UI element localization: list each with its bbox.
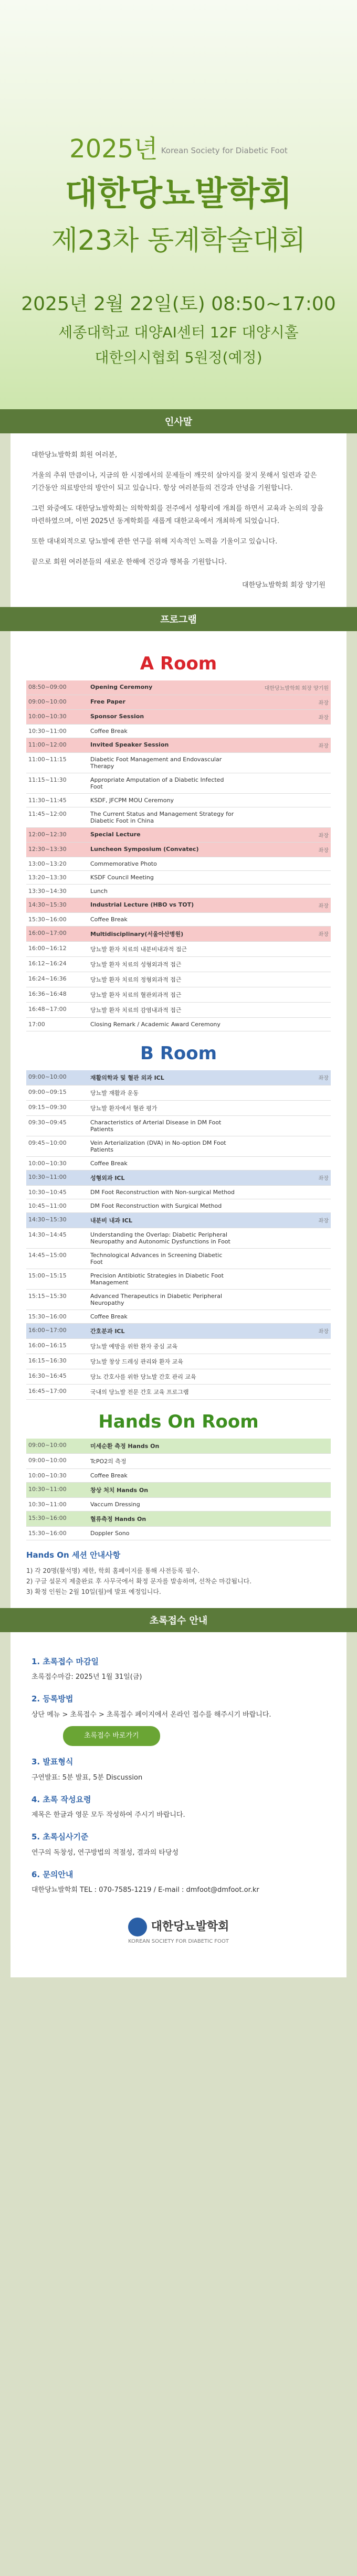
schedule-cell-r: 좌장 bbox=[237, 1070, 331, 1085]
schedule-cell-t: 09:00~10:00 bbox=[26, 1454, 88, 1469]
schedule-cell-c: Diabetic Foot Management and Endovascular Therapy bbox=[88, 753, 237, 773]
schedule-cell-r: 좌장 bbox=[237, 695, 331, 710]
schedule-cell-c: Coffee Break bbox=[88, 1157, 237, 1170]
schedule-cell-r bbox=[237, 1469, 331, 1483]
schedule-cell-r bbox=[237, 1269, 331, 1290]
schedule-row bbox=[26, 807, 331, 828]
schedule-cell-t: 10:00~10:30 bbox=[26, 1469, 88, 1483]
schedule-row bbox=[26, 987, 331, 1003]
schedule-cell-c: 당뇨발 환자에서 혈관 평가 bbox=[88, 1101, 237, 1116]
abstract-heading: 1. 초록접수 마감일 bbox=[32, 1656, 99, 1666]
schedule-row bbox=[26, 1199, 331, 1213]
hero-banner bbox=[0, 0, 357, 409]
schedule-cell-c: Free Paper bbox=[88, 695, 237, 710]
schedule-cell-r bbox=[237, 1018, 331, 1031]
schedule-cell-r bbox=[237, 1385, 331, 1400]
schedule-cell-t: 10:30~11:00 bbox=[26, 1483, 88, 1498]
hero-date: 2025년 2월 22일(토) 08:50~17:00 bbox=[21, 293, 336, 315]
schedule-row bbox=[26, 710, 331, 725]
schedule-row bbox=[26, 1310, 331, 1324]
schedule-row bbox=[26, 738, 331, 753]
schedule-cell-t: 15:00~15:15 bbox=[26, 1269, 88, 1290]
schedule-cell-r bbox=[237, 1498, 331, 1511]
schedule-row bbox=[26, 1269, 331, 1290]
schedule-cell-t: 16:12~16:24 bbox=[26, 957, 88, 972]
hero-year bbox=[0, 0, 357, 162]
schedule-row bbox=[26, 1354, 331, 1369]
schedule-row bbox=[26, 680, 331, 695]
schedule-cell-r: 좌장 bbox=[237, 1324, 331, 1339]
schedule-cell-r bbox=[237, 972, 331, 987]
schedule-cell-t: 17:00 bbox=[26, 1018, 88, 1031]
schedule-cell-r bbox=[237, 753, 331, 773]
schedule-cell-t: 09:45~10:00 bbox=[26, 1136, 88, 1157]
abstract-heading: 4. 초록 작성요령 bbox=[32, 1794, 91, 1804]
greeting-para: 겨울의 추위 만큼이나, 지금의 한 시점에서의 문제들이 깨끗히 살아지를 찾지 못해서 일련과 같은 기간동안 의료방안의 방안이 되고 있습니다. 항상 여러분들의 건강과 안녕을 기원합니다. bbox=[32, 472, 317, 492]
schedule-cell-t: 11:15~11:30 bbox=[26, 773, 88, 794]
schedule-cell-t: 14:30~14:45 bbox=[26, 1228, 88, 1249]
schedule-row bbox=[26, 753, 331, 773]
schedule-cell-c: Multidisciplinary(서울아산병원) bbox=[88, 927, 237, 942]
abstract-heading: 2. 등록방법 bbox=[32, 1694, 74, 1704]
schedule-cell-r bbox=[237, 1085, 331, 1101]
schedule-cell-t: 16:15~16:30 bbox=[26, 1354, 88, 1369]
schedule-cell-r bbox=[237, 871, 331, 885]
schedule-row bbox=[26, 1213, 331, 1228]
schedule-cell-r bbox=[237, 725, 331, 738]
schedule-cell-r bbox=[237, 1116, 331, 1136]
schedule-cell-c: Coffee Break bbox=[88, 913, 237, 927]
schedule-row bbox=[26, 957, 331, 972]
schedule-row bbox=[26, 828, 331, 843]
schedule-cell-t: 14:30~15:30 bbox=[26, 1213, 88, 1228]
schedule-row bbox=[26, 942, 331, 957]
schedule-cell-r bbox=[237, 942, 331, 957]
notes-item: 3) 확정 인원는 2월 10일(월)에 발표 예정입니다. bbox=[26, 1588, 161, 1596]
abstract-text: 연구의 독창성, 연구방법의 적절성, 결과의 타당성 bbox=[32, 1848, 179, 1857]
abstract-text: 상단 메뉴 > 초록접수 > 초록접수 페이지에서 온라인 접수를 해주시기 바랍니다. bbox=[32, 1710, 271, 1719]
schedule-cell-c: Precision Antibiotic Strategies in Diabetic Foot Management bbox=[88, 1269, 237, 1290]
schedule-cell-t: 15:30~16:00 bbox=[26, 1511, 88, 1527]
notes-title: Hands On 세션 안내사항 bbox=[26, 1550, 121, 1560]
schedule-cell-t: 10:30~11:00 bbox=[26, 1498, 88, 1511]
schedule-cell-c: Technological Advances in Screening Diabetic Foot bbox=[88, 1249, 237, 1269]
schedule-cell-r: 좌장 bbox=[237, 898, 331, 913]
schedule-cell-t: 12:00~12:30 bbox=[26, 828, 88, 843]
abstract-band: 초록접수 안내 bbox=[0, 1608, 357, 1632]
schedule-cell-r bbox=[237, 1454, 331, 1469]
notes-item: 2) 구글 설문지 제출완료 후 사무국에서 확정 문자를 발송하며, 선착순 마감됩니다. bbox=[26, 1578, 252, 1585]
schedule-cell-r bbox=[237, 1369, 331, 1385]
schedule-cell-r: 좌장 bbox=[237, 710, 331, 725]
schedule-cell-c: 당뇨발 재활과 운동 bbox=[88, 1085, 237, 1101]
schedule-row bbox=[26, 972, 331, 987]
schedule-row bbox=[26, 1324, 331, 1339]
greeting-para: 끝으로 회원 여러분들의 새로운 한해에 건강과 행복을 기원합니다. bbox=[32, 558, 227, 567]
greeting-band: 인사말 bbox=[0, 409, 357, 433]
schedule-cell-t: 16:00~17:00 bbox=[26, 1324, 88, 1339]
schedule-cell-r bbox=[237, 1439, 331, 1454]
schedule-row bbox=[26, 885, 331, 898]
schedule-cell-r bbox=[237, 807, 331, 828]
schedule-cell-r bbox=[237, 1228, 331, 1249]
schedule-row bbox=[26, 1003, 331, 1018]
schedule-cell-c: Closing Remark / Academic Award Ceremony bbox=[88, 1018, 237, 1031]
hero-room: 대한의시협회 5원정(예정) bbox=[94, 349, 262, 366]
schedule-cell-r bbox=[237, 857, 331, 871]
schedule-cell-r bbox=[237, 1483, 331, 1498]
schedule-cell-c: Appropriate Amputation of a Diabetic Infected Foot bbox=[88, 773, 237, 794]
schedule-cell-t: 12:30~13:30 bbox=[26, 843, 88, 857]
abstract-text: 구연발표: 5분 발표, 5분 Discussion bbox=[32, 1773, 143, 1782]
schedule-cell-c: 성형외과 ICL bbox=[88, 1170, 237, 1186]
schedule-cell-c: Coffee Break bbox=[88, 1310, 237, 1324]
schedule-cell-r bbox=[237, 1527, 331, 1540]
schedule-cell-r bbox=[237, 987, 331, 1003]
schedule-cell-r: 좌장 bbox=[237, 1213, 331, 1228]
schedule-cell-t: 15:30~16:00 bbox=[26, 1527, 88, 1540]
schedule-cell-t: 15:30~16:00 bbox=[26, 1310, 88, 1324]
schedule-cell-t: 09:00~09:15 bbox=[26, 1085, 88, 1101]
schedule-cell-c: Luncheon Symposium (Convatec) bbox=[88, 843, 237, 857]
schedule-cell-c: 국내의 당뇨발 전문 간호 교육 프로그램 bbox=[88, 1385, 237, 1400]
schedule-cell-t: 09:00~10:00 bbox=[26, 1439, 88, 1454]
b-room-title: B Room bbox=[140, 1043, 217, 1065]
schedule-cell-c: Advanced Therapeutics in Diabetic Peripheral Neuropathy bbox=[88, 1290, 237, 1310]
schedule-cell-r: 대한당뇨발학회 회장 양기원 bbox=[237, 680, 331, 695]
schedule-cell-c: 당뇨발 예방을 위한 환자 중심 교육 bbox=[88, 1339, 237, 1354]
schedule-cell-r bbox=[237, 773, 331, 794]
schedule-row bbox=[26, 843, 331, 857]
society-logo bbox=[32, 1917, 326, 1945]
schedule-row bbox=[26, 1511, 331, 1527]
schedule-cell-t: 13:20~13:30 bbox=[26, 871, 88, 885]
schedule-cell-r bbox=[237, 1249, 331, 1269]
schedule-cell-c: Commemorative Photo bbox=[88, 857, 237, 871]
schedule-cell-c: 창상 처치 Hands On bbox=[88, 1483, 237, 1498]
schedule-cell-t: 13:00~13:20 bbox=[26, 857, 88, 871]
logo-text-en: KOREAN SOCIETY FOR DIABETIC FOOT bbox=[128, 1938, 229, 1944]
schedule-cell-r bbox=[237, 1354, 331, 1369]
schedule-cell-c: Vein Arterialization (DVA) in No-option DM Foot Patients bbox=[88, 1136, 237, 1157]
schedule-cell-c: The Current Status and Management Strategy for Diabetic Foot in China bbox=[88, 807, 237, 828]
schedule-cell-t: 10:45~11:00 bbox=[26, 1199, 88, 1213]
schedule-cell-r: 좌장 bbox=[237, 738, 331, 753]
schedule-cell-r bbox=[237, 1101, 331, 1116]
greeting-para: 대한당뇨발학회 회원 여러분, bbox=[32, 451, 118, 459]
schedule-row bbox=[26, 1483, 331, 1498]
schedule-cell-r bbox=[237, 957, 331, 972]
schedule-row bbox=[26, 794, 331, 807]
schedule-row bbox=[26, 725, 331, 738]
schedule-cell-c: 혈류측정 Hands On bbox=[88, 1511, 237, 1527]
schedule-cell-c: Characteristics of Arterial Disease in DM Foot Patients bbox=[88, 1116, 237, 1136]
schedule-cell-c: Doppler Sono bbox=[88, 1527, 237, 1540]
schedule-cell-t: 16:00~16:12 bbox=[26, 942, 88, 957]
schedule-row bbox=[26, 1369, 331, 1385]
schedule-cell-c: KSDF, JFCPM MOU Ceremony bbox=[88, 794, 237, 807]
hero-society: Korean Society for Diabetic Foot bbox=[161, 145, 288, 155]
schedule-cell-r bbox=[237, 1290, 331, 1310]
abstract-text: 제목은 한글과 영문 모두 작성하여 주시기 바랍니다. bbox=[32, 1811, 185, 1819]
schedule-cell-r: 좌장 bbox=[237, 1170, 331, 1186]
hands-on-notes bbox=[26, 1549, 331, 1598]
b-room-table bbox=[26, 1070, 331, 1400]
program-section bbox=[10, 631, 346, 1608]
schedule-row bbox=[26, 1249, 331, 1269]
abstract-section bbox=[10, 1632, 346, 1977]
schedule-cell-t: 09:00~10:00 bbox=[26, 1070, 88, 1085]
schedule-row bbox=[26, 1228, 331, 1249]
schedule-cell-t: 14:45~15:00 bbox=[26, 1249, 88, 1269]
schedule-row bbox=[26, 1018, 331, 1031]
schedule-row bbox=[26, 857, 331, 871]
hero-subtitle: 제23차 동계학술대회 bbox=[51, 225, 306, 257]
a-room-table bbox=[26, 680, 331, 1031]
hero-year-text: 2025년 bbox=[69, 134, 158, 164]
schedule-row bbox=[26, 1454, 331, 1469]
schedule-cell-t: 11:00~12:00 bbox=[26, 738, 88, 753]
schedule-cell-c: 당뇨발 환자 치료의 혈관외과적 접근 bbox=[88, 987, 237, 1003]
schedule-cell-t: 16:00~16:15 bbox=[26, 1339, 88, 1354]
schedule-row bbox=[26, 773, 331, 794]
abstract-text: 초록접수마감: 2025년 1월 31일(금) bbox=[32, 1673, 142, 1681]
schedule-cell-r bbox=[237, 1003, 331, 1018]
schedule-cell-t: 15:30~16:00 bbox=[26, 913, 88, 927]
schedule-cell-c: DM Foot Reconstruction with Non-surgical Method bbox=[88, 1186, 237, 1199]
schedule-cell-c: 당뇨발 환자 치료의 성형외과적 접근 bbox=[88, 957, 237, 972]
schedule-cell-r: 좌장 bbox=[237, 843, 331, 857]
schedule-cell-c: 당뇨발 창상 드레싱 관리와 환자 교육 bbox=[88, 1354, 237, 1369]
schedule-row bbox=[26, 1339, 331, 1354]
schedule-cell-t: 10:30~10:45 bbox=[26, 1186, 88, 1199]
schedule-cell-t: 09:00~10:00 bbox=[26, 695, 88, 710]
schedule-row bbox=[26, 1157, 331, 1170]
schedule-row bbox=[26, 1290, 331, 1310]
program-band: 프로그램 bbox=[0, 607, 357, 631]
schedule-cell-c: 당뇨발 환자 치료의 정형외과적 접근 bbox=[88, 972, 237, 987]
hands-on-title: Hands On Room bbox=[98, 1411, 259, 1433]
schedule-cell-r bbox=[237, 1186, 331, 1199]
schedule-row bbox=[26, 898, 331, 913]
schedule-cell-r bbox=[237, 794, 331, 807]
schedule-cell-c: Vaccum Dressing bbox=[88, 1498, 237, 1511]
schedule-row bbox=[26, 1527, 331, 1540]
schedule-cell-c: 미세순환 측정 Hands On bbox=[88, 1439, 237, 1454]
schedule-cell-c: 당뇨 간호사를 위한 당뇨발 간호 관리 교육 bbox=[88, 1369, 237, 1385]
schedule-cell-c: Understanding the Overlap: Diabetic Peripheral Neuropathy and Autonomic Dysfunctions in Foot bbox=[88, 1228, 237, 1249]
schedule-cell-t: 16:00~17:00 bbox=[26, 927, 88, 942]
schedule-cell-t: 16:45~17:00 bbox=[26, 1385, 88, 1400]
schedule-cell-c: DM Foot Reconstruction with Surgical Method bbox=[88, 1199, 237, 1213]
schedule-cell-r bbox=[237, 1310, 331, 1324]
hands-on-table bbox=[26, 1439, 331, 1540]
greeting-section bbox=[10, 433, 346, 607]
schedule-row bbox=[26, 913, 331, 927]
schedule-cell-c: 내분비 내과 ICL bbox=[88, 1213, 237, 1228]
schedule-cell-t: 11:45~12:00 bbox=[26, 807, 88, 828]
schedule-cell-t: 15:15~15:30 bbox=[26, 1290, 88, 1310]
schedule-cell-r bbox=[237, 913, 331, 927]
schedule-cell-c: KSDF Council Meeting bbox=[88, 871, 237, 885]
schedule-cell-t: 10:00~10:30 bbox=[26, 710, 88, 725]
logo-icon bbox=[128, 1918, 147, 1936]
schedule-cell-r bbox=[237, 1157, 331, 1170]
schedule-row bbox=[26, 871, 331, 885]
schedule-cell-t: 16:30~16:45 bbox=[26, 1369, 88, 1385]
schedule-cell-c: Lunch bbox=[88, 885, 237, 898]
schedule-cell-r bbox=[237, 1136, 331, 1157]
schedule-cell-r: 좌장 bbox=[237, 927, 331, 942]
greeting-signature: 대한당뇨발학회 회장 양기원 bbox=[242, 581, 326, 589]
greeting-para: 또한 대내외적으로 당뇨발에 관한 연구를 위해 지속적인 노력을 기울이고 있습니다. bbox=[32, 537, 278, 546]
schedule-cell-t: 13:30~14:30 bbox=[26, 885, 88, 898]
schedule-row bbox=[26, 1136, 331, 1157]
schedule-row bbox=[26, 927, 331, 942]
schedule-row bbox=[26, 1385, 331, 1400]
schedule-cell-c: 간호분과 ICL bbox=[88, 1324, 237, 1339]
schedule-cell-t: 11:00~11:15 bbox=[26, 753, 88, 773]
logo-text: 대한당뇨발학회 bbox=[151, 1920, 229, 1934]
hero-title: 대한당뇨발학회 bbox=[65, 175, 292, 214]
schedule-row bbox=[26, 1186, 331, 1199]
schedule-cell-c: TcPO2의 측정 bbox=[88, 1454, 237, 1469]
abstract-submit-button[interactable]: 초록접수 바로가기 bbox=[63, 1726, 160, 1746]
schedule-row bbox=[26, 1170, 331, 1186]
schedule-row bbox=[26, 1116, 331, 1136]
greeting-para: 그런 와중에도 대한당뇨발학회는 의학학회를 전주에서 성황리에 개최를 하면서 교육과 논의의 장을 마련하였으며, 이번 2025년 동계학회를 새롭게 대한교육에서 개최하게 되었습니다. bbox=[32, 505, 324, 525]
schedule-cell-c: Special Lecture bbox=[88, 828, 237, 843]
schedule-cell-r bbox=[237, 1339, 331, 1354]
abstract-heading: 3. 발표형식 bbox=[32, 1757, 74, 1767]
schedule-cell-t: 16:36~16:48 bbox=[26, 987, 88, 1003]
schedule-cell-c: 재활의학과 및 혈관 외과 ICL bbox=[88, 1070, 237, 1085]
schedule-cell-c: Opening Ceremony bbox=[88, 680, 237, 695]
abstract-text: 대한당뇨발학회 TEL : 070-7585-1219 / E-mail : dmfoot@dmfoot.or.kr bbox=[32, 1886, 259, 1894]
schedule-cell-r bbox=[237, 885, 331, 898]
schedule-row bbox=[26, 1101, 331, 1116]
abstract-heading: 5. 초록심사기준 bbox=[32, 1832, 89, 1842]
a-room-title: A Room bbox=[140, 653, 217, 675]
schedule-row bbox=[26, 695, 331, 710]
schedule-cell-t: 09:15~09:30 bbox=[26, 1101, 88, 1116]
schedule-cell-t: 10:00~10:30 bbox=[26, 1157, 88, 1170]
schedule-cell-t: 11:30~11:45 bbox=[26, 794, 88, 807]
schedule-cell-t: 14:30~15:30 bbox=[26, 898, 88, 913]
schedule-cell-r bbox=[237, 1199, 331, 1213]
hero-venue: 세종대학교 대양AI센터 12F 대양시홀 bbox=[58, 324, 299, 341]
schedule-cell-c: Coffee Break bbox=[88, 725, 237, 738]
schedule-cell-t: 16:24~16:36 bbox=[26, 972, 88, 987]
schedule-cell-c: Coffee Break bbox=[88, 1469, 237, 1483]
schedule-cell-c: Invited Speaker Session bbox=[88, 738, 237, 753]
schedule-cell-c: 당뇨발 환자 치료의 감염내과적 접근 bbox=[88, 1003, 237, 1018]
schedule-cell-t: 10:30~11:00 bbox=[26, 1170, 88, 1186]
schedule-cell-c: 당뇨발 환자 치료의 내분비내과적 접근 bbox=[88, 942, 237, 957]
schedule-row bbox=[26, 1070, 331, 1085]
schedule-cell-c: Industrial Lecture (HBO vs TOT) bbox=[88, 898, 237, 913]
schedule-cell-t: 09:30~09:45 bbox=[26, 1116, 88, 1136]
schedule-row bbox=[26, 1469, 331, 1483]
notes-item: 1) 각 20명(활석명) 제한, 학회 홈페이지를 통해 사전등록 필수. bbox=[26, 1567, 200, 1574]
schedule-cell-r bbox=[237, 1511, 331, 1527]
schedule-cell-c: Sponsor Session bbox=[88, 710, 237, 725]
schedule-cell-t: 10:30~11:00 bbox=[26, 725, 88, 738]
schedule-cell-r: 좌장 bbox=[237, 828, 331, 843]
schedule-cell-t: 08:50~09:00 bbox=[26, 680, 88, 695]
schedule-cell-t: 16:48~17:00 bbox=[26, 1003, 88, 1018]
schedule-row bbox=[26, 1085, 331, 1101]
schedule-row bbox=[26, 1439, 331, 1454]
schedule-row bbox=[26, 1498, 331, 1511]
abstract-heading: 6. 문의안내 bbox=[32, 1869, 74, 1879]
